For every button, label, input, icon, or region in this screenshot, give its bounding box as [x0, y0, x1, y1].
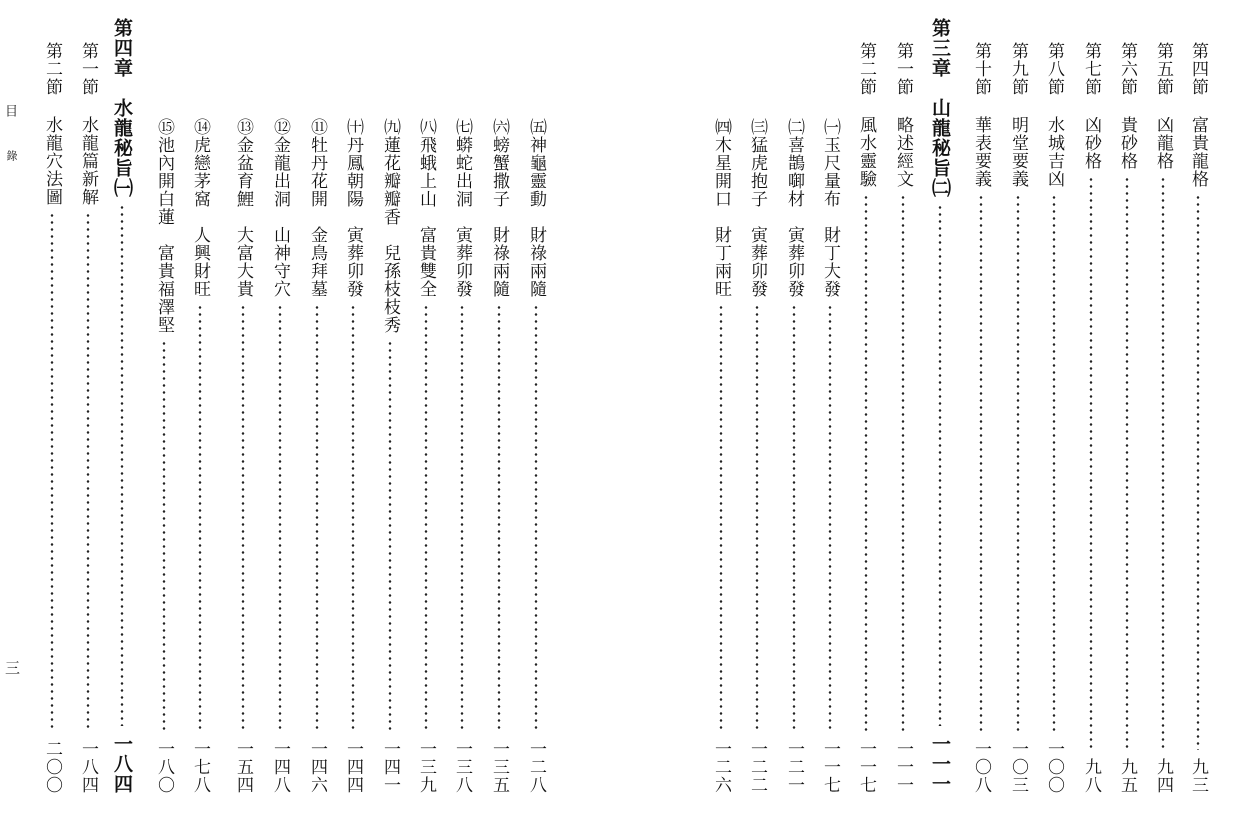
section-heading	[1114, 42, 1140, 170]
page-number: 一〇八	[971, 740, 991, 794]
section-number: 第二節	[42, 42, 62, 96]
toc-section	[851, 42, 881, 794]
subentry-title: ⑭虎戀茅窩	[190, 118, 210, 208]
section-heading	[1150, 42, 1176, 170]
page-number: 一四六	[307, 740, 327, 794]
subentry-subtitle: 財祿兩隨	[526, 226, 546, 298]
toc-section	[1003, 42, 1033, 794]
page-number: 九三	[1188, 758, 1208, 794]
page-number: 一〇〇	[1044, 740, 1064, 794]
subentry-title: ㈤神龜靈動	[526, 118, 546, 208]
subentry-title: ㈦蟒蛇出洞	[452, 118, 472, 208]
section-number: 第一節	[893, 42, 913, 96]
subentry-title: ㈠玉尺量布	[820, 118, 840, 208]
section-heading	[1185, 42, 1211, 188]
dot-leader	[1125, 176, 1129, 750]
section-number: 第二節	[856, 42, 876, 96]
subentry-title: ⑪牡丹花開	[307, 118, 327, 208]
section-number: 第四節	[1188, 42, 1208, 96]
page-number: 一一一	[893, 740, 913, 794]
section-title: 富貴龍格	[1188, 116, 1208, 188]
subentry-subtitle: 寅葬卯發	[747, 226, 767, 298]
subentry-heading	[781, 118, 807, 298]
page-number: 一八〇	[154, 740, 174, 794]
subentry-subtitle: 財丁兩旺	[711, 226, 731, 298]
dot-leader	[938, 204, 942, 726]
dot-leader	[1161, 176, 1165, 750]
subentry-title: ⑮池內開白蓮	[154, 118, 174, 226]
toc-section	[1112, 42, 1142, 794]
subentry-title: ㈢猛虎抱子	[747, 118, 767, 208]
dot-leader	[901, 194, 905, 732]
dot-leader	[979, 194, 983, 732]
section-title: 明堂要義	[1008, 116, 1028, 188]
subentry-title: ㈡喜鵲啣材	[784, 118, 804, 208]
chapter-heading	[927, 18, 953, 198]
subentry-title: ㈩丹鳳朝陽	[343, 118, 363, 208]
subentry-subtitle: 財丁大發	[820, 226, 840, 298]
toc-subentry	[742, 118, 772, 794]
dot-leader	[828, 304, 832, 732]
page-number: 一二八	[526, 740, 546, 794]
page-number: 一一一	[929, 734, 951, 794]
dot-leader	[1089, 176, 1093, 750]
subentry-heading	[817, 118, 843, 298]
page-number: 一四四	[343, 740, 363, 794]
section-heading	[1041, 42, 1067, 188]
page-number: 一四一	[380, 740, 400, 794]
section-number: 第七節	[1081, 42, 1101, 96]
subentry-subtitle: 寅葬卯發	[343, 226, 363, 298]
section-number: 第八節	[1044, 42, 1064, 96]
subentry-subtitle: 人興財旺	[190, 226, 210, 298]
subentry-subtitle: 富貴雙全	[416, 226, 436, 298]
section-title: 凶砂格	[1081, 116, 1101, 170]
page-number: 一五四	[233, 740, 253, 794]
subentry-subtitle: 寅葬卯發	[452, 226, 472, 298]
section-title: 略述經文	[893, 116, 913, 188]
page-number: 一八四	[111, 734, 133, 794]
dot-leader	[719, 304, 723, 732]
page-number: 一七八	[190, 740, 210, 794]
section-heading	[853, 42, 879, 188]
page-number: 二〇〇	[42, 740, 62, 794]
section-title: 風水靈驗	[856, 116, 876, 188]
section-title: 水城吉凶	[1044, 116, 1064, 188]
section-number: 第五節	[1153, 42, 1173, 96]
page-number: 一〇三	[1008, 740, 1028, 794]
page-number: 一一七	[856, 740, 876, 794]
section-number: 第九節	[1008, 42, 1028, 96]
page-number: 一三五	[489, 740, 509, 794]
page-number: 一三八	[452, 740, 472, 794]
subentry-title: ㈣木星開口	[711, 118, 731, 208]
subentry-subtitle: 山神守穴	[270, 226, 290, 298]
subentry-title: ㈥螃蟹撒子	[489, 118, 509, 208]
subentry-subtitle: 兒孫枝枝秀	[380, 244, 400, 334]
section-title: 凶龍格	[1153, 116, 1173, 170]
section-title: 貴砂格	[1117, 116, 1137, 170]
subentry-heading	[744, 118, 770, 298]
page-number: 一二二	[747, 740, 767, 794]
section-number: 第六節	[1117, 42, 1137, 96]
page-number: 一二一	[784, 740, 804, 794]
section-number: 第十節	[971, 42, 991, 96]
section-title: 水龍穴法圖	[42, 116, 62, 206]
subentry-title: ⑫金龍出洞	[270, 118, 290, 208]
subentry-subtitle: 金鳥拜墓	[307, 226, 327, 298]
page-number: 一三九	[416, 740, 436, 794]
dot-leader	[1196, 194, 1200, 750]
page-number: 一二六	[711, 740, 731, 794]
subentry-title: ⑬金盆育鯉	[233, 118, 253, 208]
page-number: 一八四	[78, 740, 98, 794]
page-number: 一一七	[820, 740, 840, 794]
section-heading	[1005, 42, 1031, 188]
subentry-heading	[708, 118, 734, 298]
section-title: 華表要義	[971, 116, 991, 188]
subentry-title: ㈧飛蛾上山	[416, 118, 436, 208]
toc-section	[1148, 42, 1178, 794]
dot-leader	[792, 304, 796, 732]
toc-section	[1076, 42, 1106, 794]
chapter-title: 第三章 山龍秘旨㈡	[929, 18, 951, 198]
toc-subentry	[706, 118, 736, 794]
subentry-subtitle: 財祿兩隨	[489, 226, 509, 298]
toc-section	[966, 42, 996, 794]
section-heading	[1078, 42, 1104, 170]
section-heading	[968, 42, 994, 188]
page-number: 九八	[1081, 758, 1101, 794]
margin-page-number: 三	[3, 660, 21, 675]
section-heading	[890, 42, 916, 188]
dot-leader	[864, 194, 868, 732]
subentry-subtitle: 大富大貴	[233, 226, 253, 298]
page-number: 九五	[1117, 758, 1137, 794]
page-number: 九四	[1153, 758, 1173, 794]
subentry-subtitle: 富貴福澤堅	[154, 244, 174, 334]
chapter-title: 第四章 水龍秘旨㈠	[111, 18, 133, 198]
toc-section	[1039, 42, 1069, 794]
toc-section	[1183, 42, 1213, 794]
page-number: 一四八	[270, 740, 290, 794]
toc-chapter	[925, 18, 955, 794]
dot-leader	[1016, 194, 1020, 732]
dot-leader	[755, 304, 759, 732]
section-number: 第一節	[78, 42, 98, 96]
toc-section	[888, 42, 918, 794]
section-title: 水龍篇新解	[78, 116, 98, 206]
margin-label-mid: 錄	[5, 150, 18, 161]
dot-leader	[1052, 194, 1056, 732]
toc-subentry	[815, 118, 845, 794]
toc-subentry	[779, 118, 809, 794]
margin-label-top: 目	[2, 104, 17, 117]
subentry-title: ㈨蓮花瓣瓣香	[380, 118, 400, 226]
subentry-subtitle: 寅葬卯發	[784, 226, 804, 298]
